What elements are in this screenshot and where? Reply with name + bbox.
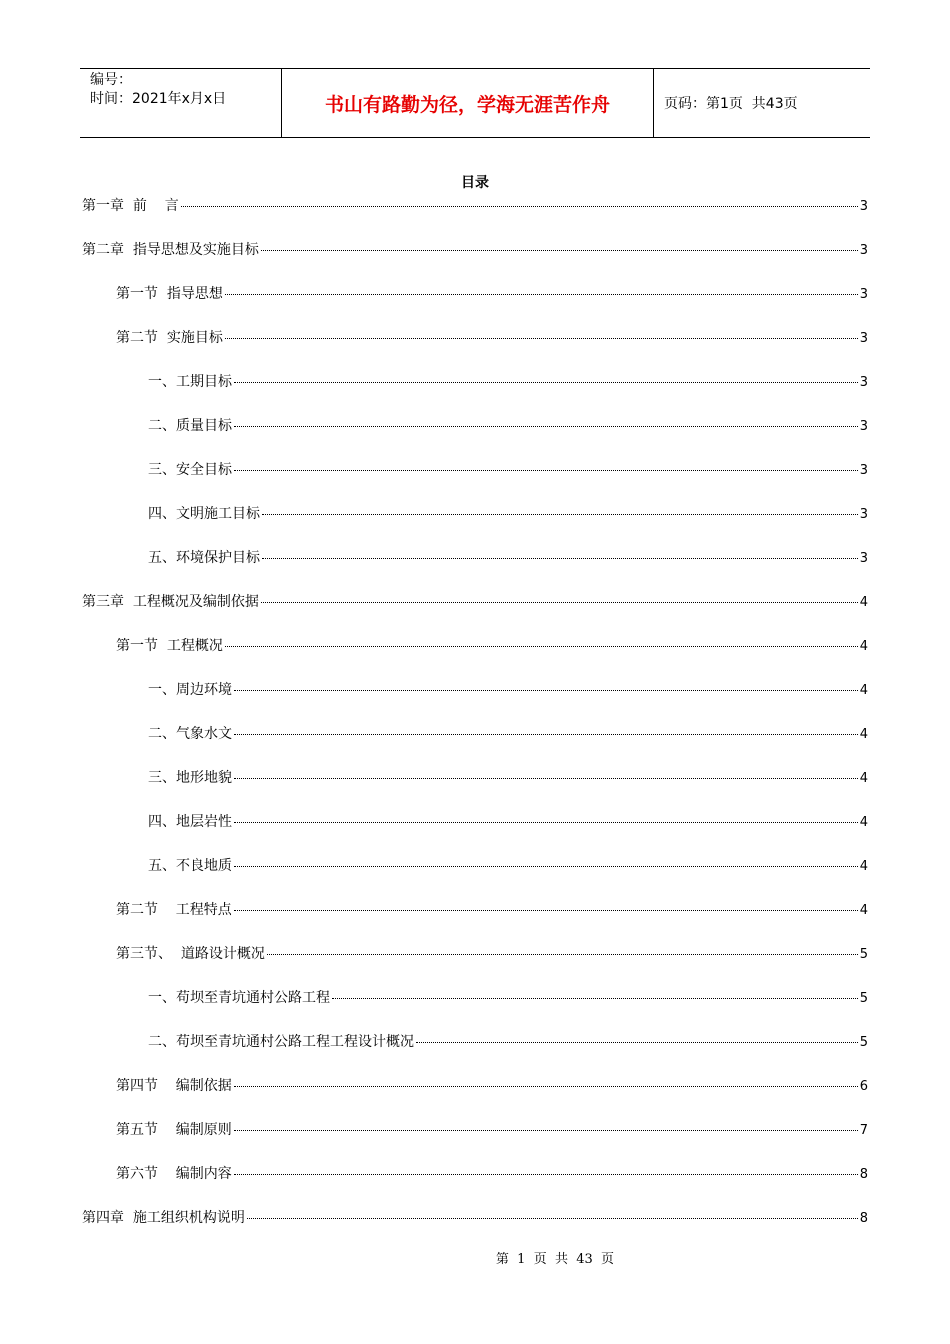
toc-leader-dots [234,1174,858,1175]
toc-entry[interactable] [80,503,868,547]
toc-entry[interactable] [80,1075,868,1119]
toc-entry-page: 3 [859,419,868,434]
toc-entry-page: 4 [859,683,868,698]
toc-entry-page: 3 [859,375,868,390]
toc-entry-label: 四、文明施工目标 [148,506,260,522]
toc-entry-page: 4 [859,595,868,610]
header-meta [80,69,282,137]
toc-leader-dots [234,470,858,471]
toc-leader-dots [267,954,858,955]
toc-leader-dots [225,294,858,295]
header-page-info [654,69,870,137]
toc-leader-dots [234,1130,858,1131]
toc-entry-page: 3 [859,551,868,566]
toc-entry[interactable] [80,459,868,503]
toc-leader-dots [332,998,858,999]
toc-entry-label: 五、环境保护目标 [148,550,260,566]
toc-title: 目录 [461,175,489,191]
toc-leader-dots [262,514,858,515]
toc-entry-page: 4 [859,727,868,742]
toc-entry[interactable] [80,327,868,371]
toc-entry[interactable] [80,1119,868,1163]
toc-entry-label: 第二章 指导思想及实施目标 [82,242,259,258]
toc-leader-dots [416,1042,858,1043]
toc-entry-label: 一、苟坝至青坑通村公路工程 [148,990,330,1006]
toc-entry-label: 四、地层岩性 [148,814,232,830]
toc-entry-label: 三、地形地貌 [148,770,232,786]
toc-leader-dots [181,206,858,207]
toc-entry-label: 第三章 工程概况及编制依据 [82,594,259,610]
toc-entry-page: 7 [859,1123,868,1138]
toc-leader-dots [234,910,858,911]
toc-leader-dots [261,602,858,603]
toc-entry[interactable] [80,415,868,459]
toc-entry-page: 4 [859,859,868,874]
toc-entry-page: 4 [859,639,868,654]
toc-entry-label: 第一节 工程概况 [116,638,223,654]
toc-leader-dots [225,646,858,647]
toc-entry-page: 3 [859,199,868,214]
toc-leader-dots [234,734,858,735]
toc-entry[interactable] [80,679,868,723]
toc-entry[interactable] [80,635,868,679]
toc-entry[interactable] [80,855,868,899]
page-header [80,68,870,138]
toc-entry[interactable] [80,1207,868,1251]
toc-leader-dots [247,1218,858,1219]
toc-leader-dots [234,426,858,427]
toc-entry-label: 二、质量目标 [148,418,232,434]
toc-entry[interactable] [80,1163,868,1207]
toc-entry-page: 3 [859,463,868,478]
toc-entry[interactable] [80,723,868,767]
toc-entry-label: 第一节 指导思想 [116,286,223,302]
toc-entry-label: 三、安全目标 [148,462,232,478]
document-number-label: 编号： [90,72,132,88]
toc-entry[interactable] [80,547,868,591]
toc-entry[interactable] [80,283,868,327]
toc-entry[interactable] [80,811,868,855]
toc-entry-page: 5 [859,991,868,1006]
toc-entry-label: 一、周边环境 [148,682,232,698]
toc-entry-page: 4 [859,771,868,786]
toc-entry-page: 3 [859,507,868,522]
toc-entry-page: 5 [859,947,868,962]
toc-entry-label: 第六节 编制内容 [116,1166,232,1182]
toc-entry-label: 第四节 编制依据 [116,1078,232,1094]
toc-entry[interactable] [80,987,868,1031]
toc-entry[interactable] [80,591,868,635]
toc-entry-label: 五、不良地质 [148,858,232,874]
toc-entry-page: 6 [859,1079,868,1094]
toc-entry-label: 第五节 编制原则 [116,1122,232,1138]
toc-leader-dots [234,778,858,779]
toc-leader-dots [225,338,858,339]
toc-entry-label: 一、工期目标 [148,374,232,390]
toc-entry-page: 4 [859,815,868,830]
toc-entry-page: 3 [859,243,868,258]
toc-leader-dots [234,866,858,867]
toc-entry[interactable] [80,767,868,811]
header-motto: 书山有路勤为径，学海无涯苦作舟 [282,69,654,137]
toc-entry[interactable] [80,1031,868,1075]
toc-entry-page: 4 [859,903,868,918]
toc-entry-label: 二、苟坝至青坑通村公路工程工程设计概况 [148,1034,414,1050]
toc-leader-dots [234,382,858,383]
toc-leader-dots [261,250,858,251]
header-page-info-text: 页码：第1页 共43页 [664,96,798,112]
toc-leader-dots [234,690,858,691]
toc-entry-label: 第二节 实施目标 [116,330,223,346]
toc-entry[interactable] [80,371,868,415]
toc-entry-label: 第一章 前 言 [82,198,179,214]
toc-entry[interactable] [80,899,868,943]
toc-entry[interactable] [80,239,868,283]
toc-leader-dots [234,1086,858,1087]
table-of-contents [80,195,868,1251]
toc-entry[interactable] [80,195,868,239]
toc-entry-page: 8 [859,1211,868,1226]
toc-entry-label: 第三节、 道路设计概况 [116,946,265,962]
toc-entry-label: 第四章 施工组织机构说明 [82,1210,245,1226]
document-time-label: 时间：2021年x月x日 [90,91,227,107]
toc-entry-page: 8 [859,1167,868,1182]
toc-entry-page: 3 [859,287,868,302]
toc-leader-dots [262,558,858,559]
toc-leader-dots [234,822,858,823]
toc-entry-page: 3 [859,331,868,346]
toc-entry-page: 5 [859,1035,868,1050]
toc-entry[interactable] [80,943,868,987]
toc-entry-label: 二、气象水文 [148,726,232,742]
toc-entry-label: 第二节 工程特点 [116,902,232,918]
page-footer: 第 1 页 共 43 页 [495,1252,615,1267]
